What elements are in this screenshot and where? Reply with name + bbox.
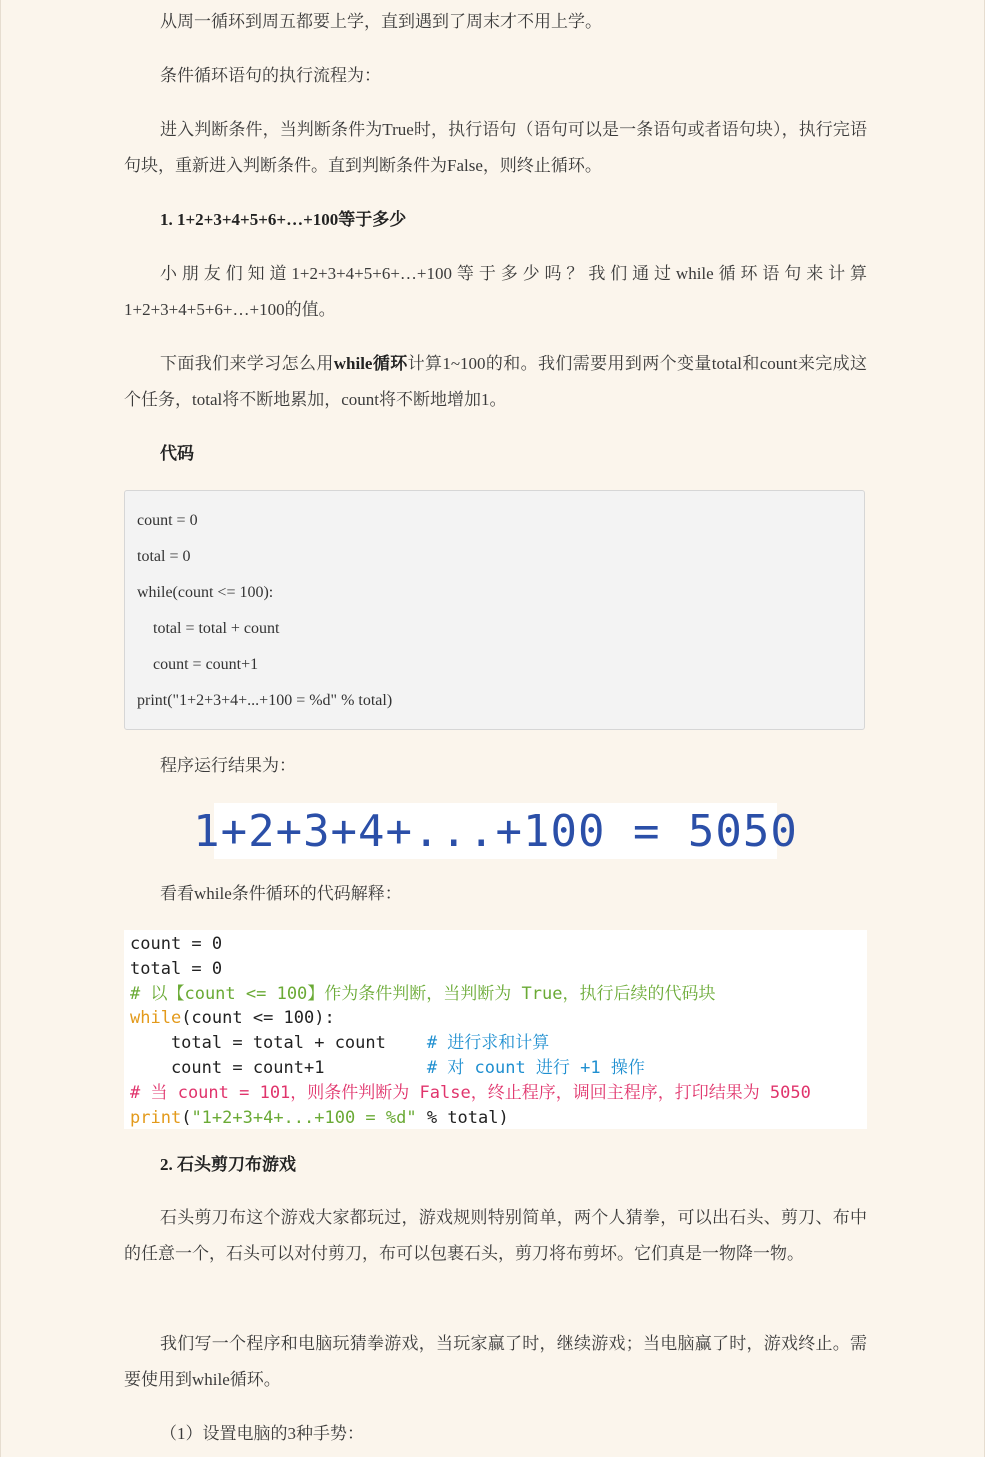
- explain-code: total = total + count: [130, 1033, 427, 1054]
- section-heading-rps: 2. 石头剪刀布游戏: [160, 1155, 296, 1174]
- explain-comment: # 对 count 进行 +1 操作: [426, 1057, 645, 1078]
- explain-comment-line: # 当 count = 101，则条件判断为 False，终止程序，调回主程序，打印结果为 5050: [130, 1082, 811, 1103]
- code-heading: 代码: [160, 444, 194, 463]
- page-left-border: [0, 0, 1, 1457]
- paragraph-loop-flow-intro: 条件循环语句的执行流程为：: [160, 66, 381, 85]
- explain-string: "1+2+3+4+...+100 = %d": [191, 1107, 417, 1128]
- explain-line: count = 0: [130, 934, 223, 954]
- paragraph-weekday-loop: 从周一循环到周五都要上学，直到遇到了周末才不用上学。: [160, 12, 602, 31]
- paragraph-while-intro-a: 下面我们来学习怎么用: [160, 354, 334, 373]
- paragraph-while-intro-b: 计算1~100的和。我们需要用到两个变量total和count来完成这个任务，total将不断地累加，count将不断地增加1。: [124, 354, 868, 409]
- code-block: [124, 490, 865, 730]
- section-heading-sum: 1. 1+2+3+4+5+6+…+100等于多少: [160, 210, 407, 229]
- code-line: count = count+1: [137, 656, 259, 673]
- explain-line: [130, 1006, 861, 1031]
- explain-code: count = count+1: [130, 1057, 427, 1078]
- paragraph-rps-rules: 石头剪刀布这个游戏大家都玩过，游戏规则特别简单，两个人猜拳，可以出石头、剪刀、布中的任意一个，石头可以对付剪刀，布可以包裹石头，剪刀将布剪坏。它们真是一物降一物。: [124, 1208, 867, 1263]
- explain-code: % total): [416, 1107, 509, 1128]
- paragraph-loop-flow: 进入判断条件，当判断条件为True时，执行语句（语句可以是一条语句或者语句块），执行完语句块，重新进入判断条件。直到判断条件为False，则终止循环。: [124, 120, 867, 175]
- paragraph-explain-label: 看看while条件循环的代码解释：: [160, 884, 402, 903]
- explain-line: [130, 1106, 861, 1131]
- paragraph-step-1: （1）设置电脑的3种手势：: [160, 1424, 364, 1443]
- code-line: print("1+2+3+4+...+100 = %d" % total): [137, 692, 393, 709]
- code-line: total = 0: [137, 548, 191, 565]
- code-line: count = 0: [137, 512, 198, 529]
- code-line: while(count <= 100):: [137, 584, 274, 601]
- explain-keyword: print: [130, 1107, 182, 1128]
- paragraph-sum-question: 小朋友们知道1+2+3+4+5+6+…+100等于多少吗？我们通过while循环语句来计算1+2+3+4+5+6+…+100的值。: [124, 264, 867, 319]
- explain-comment-line: # 以【count <= 100】作为条件判断，当判断为 True，执行后续的代码块: [130, 983, 716, 1004]
- explain-line: [130, 1056, 861, 1081]
- paragraph-rps-program: 我们写一个程序和电脑玩猜拳游戏，当玩家赢了时，继续游戏；当电脑赢了时，游戏终止。需要使用到while循环。: [124, 1334, 867, 1389]
- paragraph-while-intro: [124, 346, 867, 418]
- explain-line: [130, 1031, 861, 1056]
- explain-code: (: [181, 1107, 192, 1128]
- paragraph-while-intro-bold: while循环: [333, 354, 408, 373]
- explain-code: (count <= 100):: [181, 1008, 335, 1029]
- explain-comment: # 进行求和计算: [426, 1033, 550, 1054]
- code-explanation-image: [124, 930, 867, 1129]
- explain-line: total = 0: [130, 958, 223, 979]
- code-line: total = total + count: [137, 620, 280, 637]
- result-image: [193, 803, 798, 859]
- explain-keyword: while: [130, 1008, 182, 1029]
- paragraph-result-label: 程序运行结果为：: [160, 756, 296, 775]
- result-text: 1+2+3+4+...+100 = 5050: [193, 805, 798, 857]
